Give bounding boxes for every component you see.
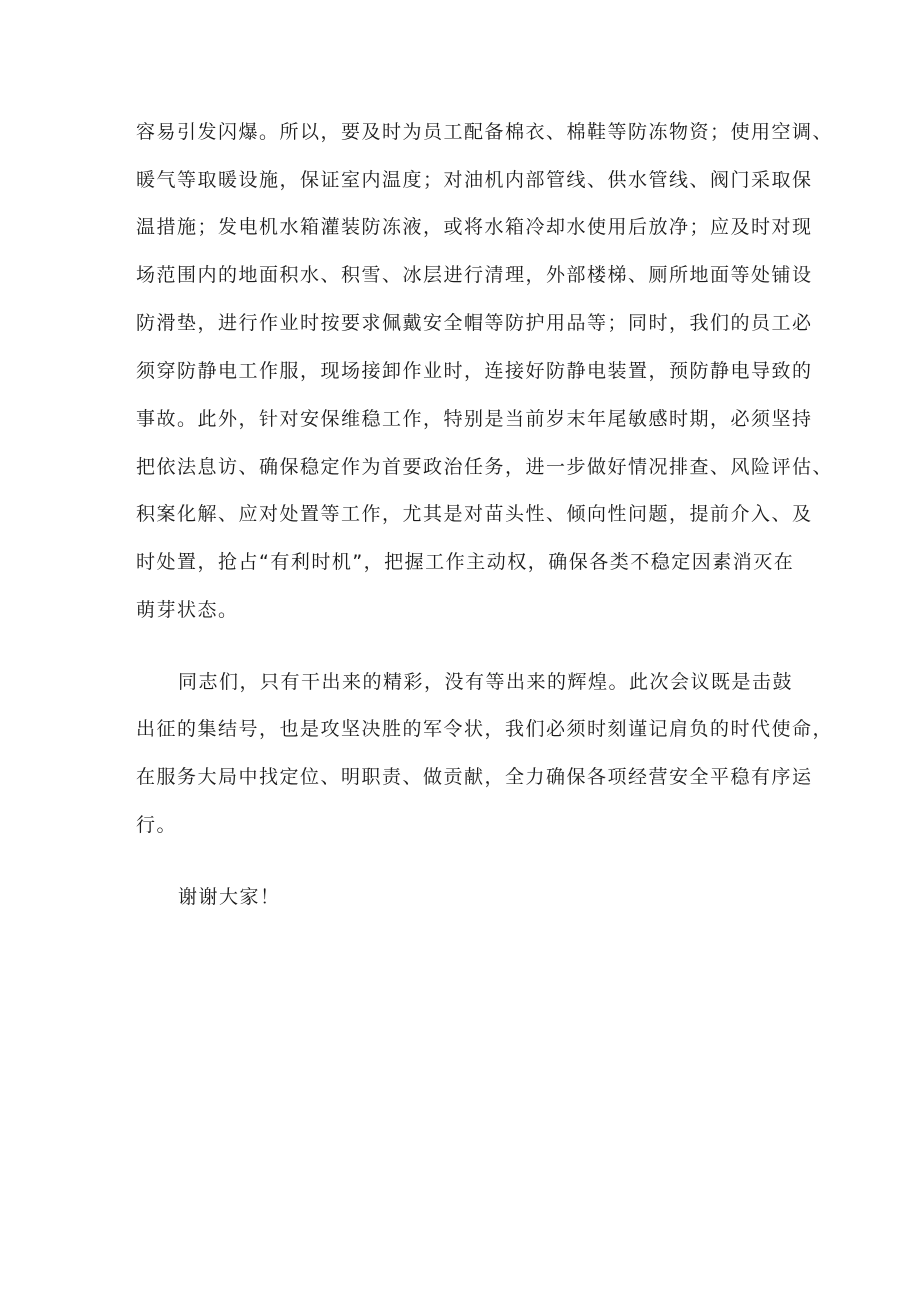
paragraph-1-line-1: 容易引发闪爆。所以，要及时为员工配备棉衣、棉鞋等防冻物资；使用空调、 — [136, 121, 834, 143]
paragraph-1-line-6: 须穿防静电工作服，现场接卸作业时，连接好防静电装置，预防静电导致的 — [136, 360, 813, 382]
paragraph-1-line-11: 萌芽状态。 — [136, 599, 239, 621]
paragraph-1-line-4: 场范围内的地面积水、积雪、冰层进行清理，外部楼梯、厕所地面等处铺设 — [136, 264, 813, 286]
paragraph-1-line-2: 暖气等取暖设施，保证室内温度；对油机内部管线、供水管线、阀门采取保 — [136, 169, 813, 191]
paragraph-2-line-1: 同志们，只有干出来的精彩，没有等出来的辉煌。此次会议既是击鼓 — [178, 671, 794, 693]
paragraph-1-line-8: 把依法息访、确保稳定作为首要政治任务，进一步做好情况排查、风险评估、 — [136, 456, 834, 478]
paragraph-2-line-3: 在服务大局中找定位、明职责、做贡献，全力确保各项经营安全平稳有序运 — [136, 766, 813, 788]
paragraph-2-line-4: 行。 — [136, 814, 178, 836]
paragraph-1-line-5: 防滑垫，进行作业时按要求佩戴安全帽等防护用品等；同时，我们的员工必 — [136, 312, 813, 334]
paragraph-1-line-10: 时处置，抢占“有利时机”，把握工作主动权，确保各类不稳定因素消灭在 — [136, 551, 795, 573]
closing-line: 谢谢大家！ — [178, 886, 281, 908]
paragraph-1-line-9: 积案化解、应对处置等工作，尤其是对苗头性、倾向性问题，提前介入、及 — [136, 503, 813, 525]
paragraph-2-line-2: 出征的集结号，也是攻坚决胜的军令状，我们必须时刻谨记肩负的时代使命， — [136, 718, 834, 740]
paragraph-1-line-3: 温措施；发电机水箱灌装防冻液，或将水箱冷却水使用后放净；应及时对现 — [136, 216, 813, 238]
paragraph-1-line-7: 事故。此外，针对安保维稳工作，特别是当前岁末年尾敏感时期，必须坚持 — [136, 408, 813, 430]
